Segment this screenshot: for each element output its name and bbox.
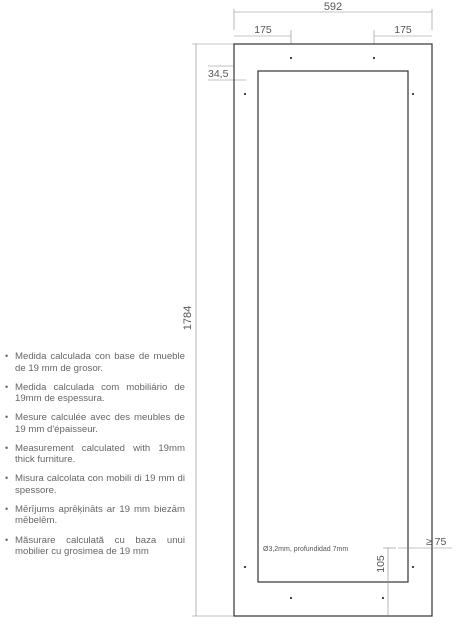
note-en: • Measurement calculated with 19mm thick furniture. xyxy=(5,442,185,466)
note-lv: • Mērījums aprēķināts ar 19 mm biezām mēbelēm. xyxy=(5,503,185,527)
hole-spec-note: Ø3,2mm, profundidad 7mm xyxy=(263,546,349,553)
bullet-icon: • xyxy=(5,412,9,423)
left-offset-label: 175 xyxy=(254,24,272,36)
clearance-label: ≥ 75 xyxy=(426,536,447,548)
note-it: • Misura calcolata con mobili di 19 mm di spessore. xyxy=(5,473,185,496)
right-offset-label: 175 xyxy=(394,24,412,36)
hole-lower-right xyxy=(412,566,414,568)
note-es: • Medida calculada con base de mueble de 19 mm de grosor. xyxy=(5,351,185,374)
note-fr: • Mesure calculée avec des meubles de 19 mm d'épaisseur. xyxy=(5,412,185,435)
inner-panel xyxy=(258,71,408,582)
hole-upper-left xyxy=(244,93,246,95)
hole-top-left xyxy=(290,57,292,59)
bullet-icon: • xyxy=(5,351,9,361)
hole-top-right xyxy=(373,57,375,59)
bullet-icon: • xyxy=(5,473,9,484)
overall-height-dimension xyxy=(192,44,234,616)
notes-list xyxy=(5,351,185,565)
top-offset-label: 34,5 xyxy=(208,68,229,80)
bullet-icon: • xyxy=(5,534,9,545)
overall-width-label: 592 xyxy=(323,1,343,13)
hole-lower-left xyxy=(244,566,246,568)
bottom-offset-label: 105 xyxy=(375,555,387,573)
bullet-icon: • xyxy=(5,503,9,514)
overall-height-label: 1784 xyxy=(182,305,194,331)
note-pt: • Medida calculada com mobiliário de 19mm de espessura. xyxy=(5,381,185,405)
bullet-icon: • xyxy=(5,381,9,392)
mounting-holes xyxy=(244,57,414,599)
note-ro: • Măsurare calculată cu baza unui mobilier cu grosimea de 19 mm xyxy=(5,534,185,558)
outer-panel xyxy=(234,44,432,616)
bullet-icon: • xyxy=(5,442,9,453)
hole-bottom-left xyxy=(290,597,292,599)
hole-bottom-right xyxy=(382,597,384,599)
hole-upper-right xyxy=(412,93,414,95)
